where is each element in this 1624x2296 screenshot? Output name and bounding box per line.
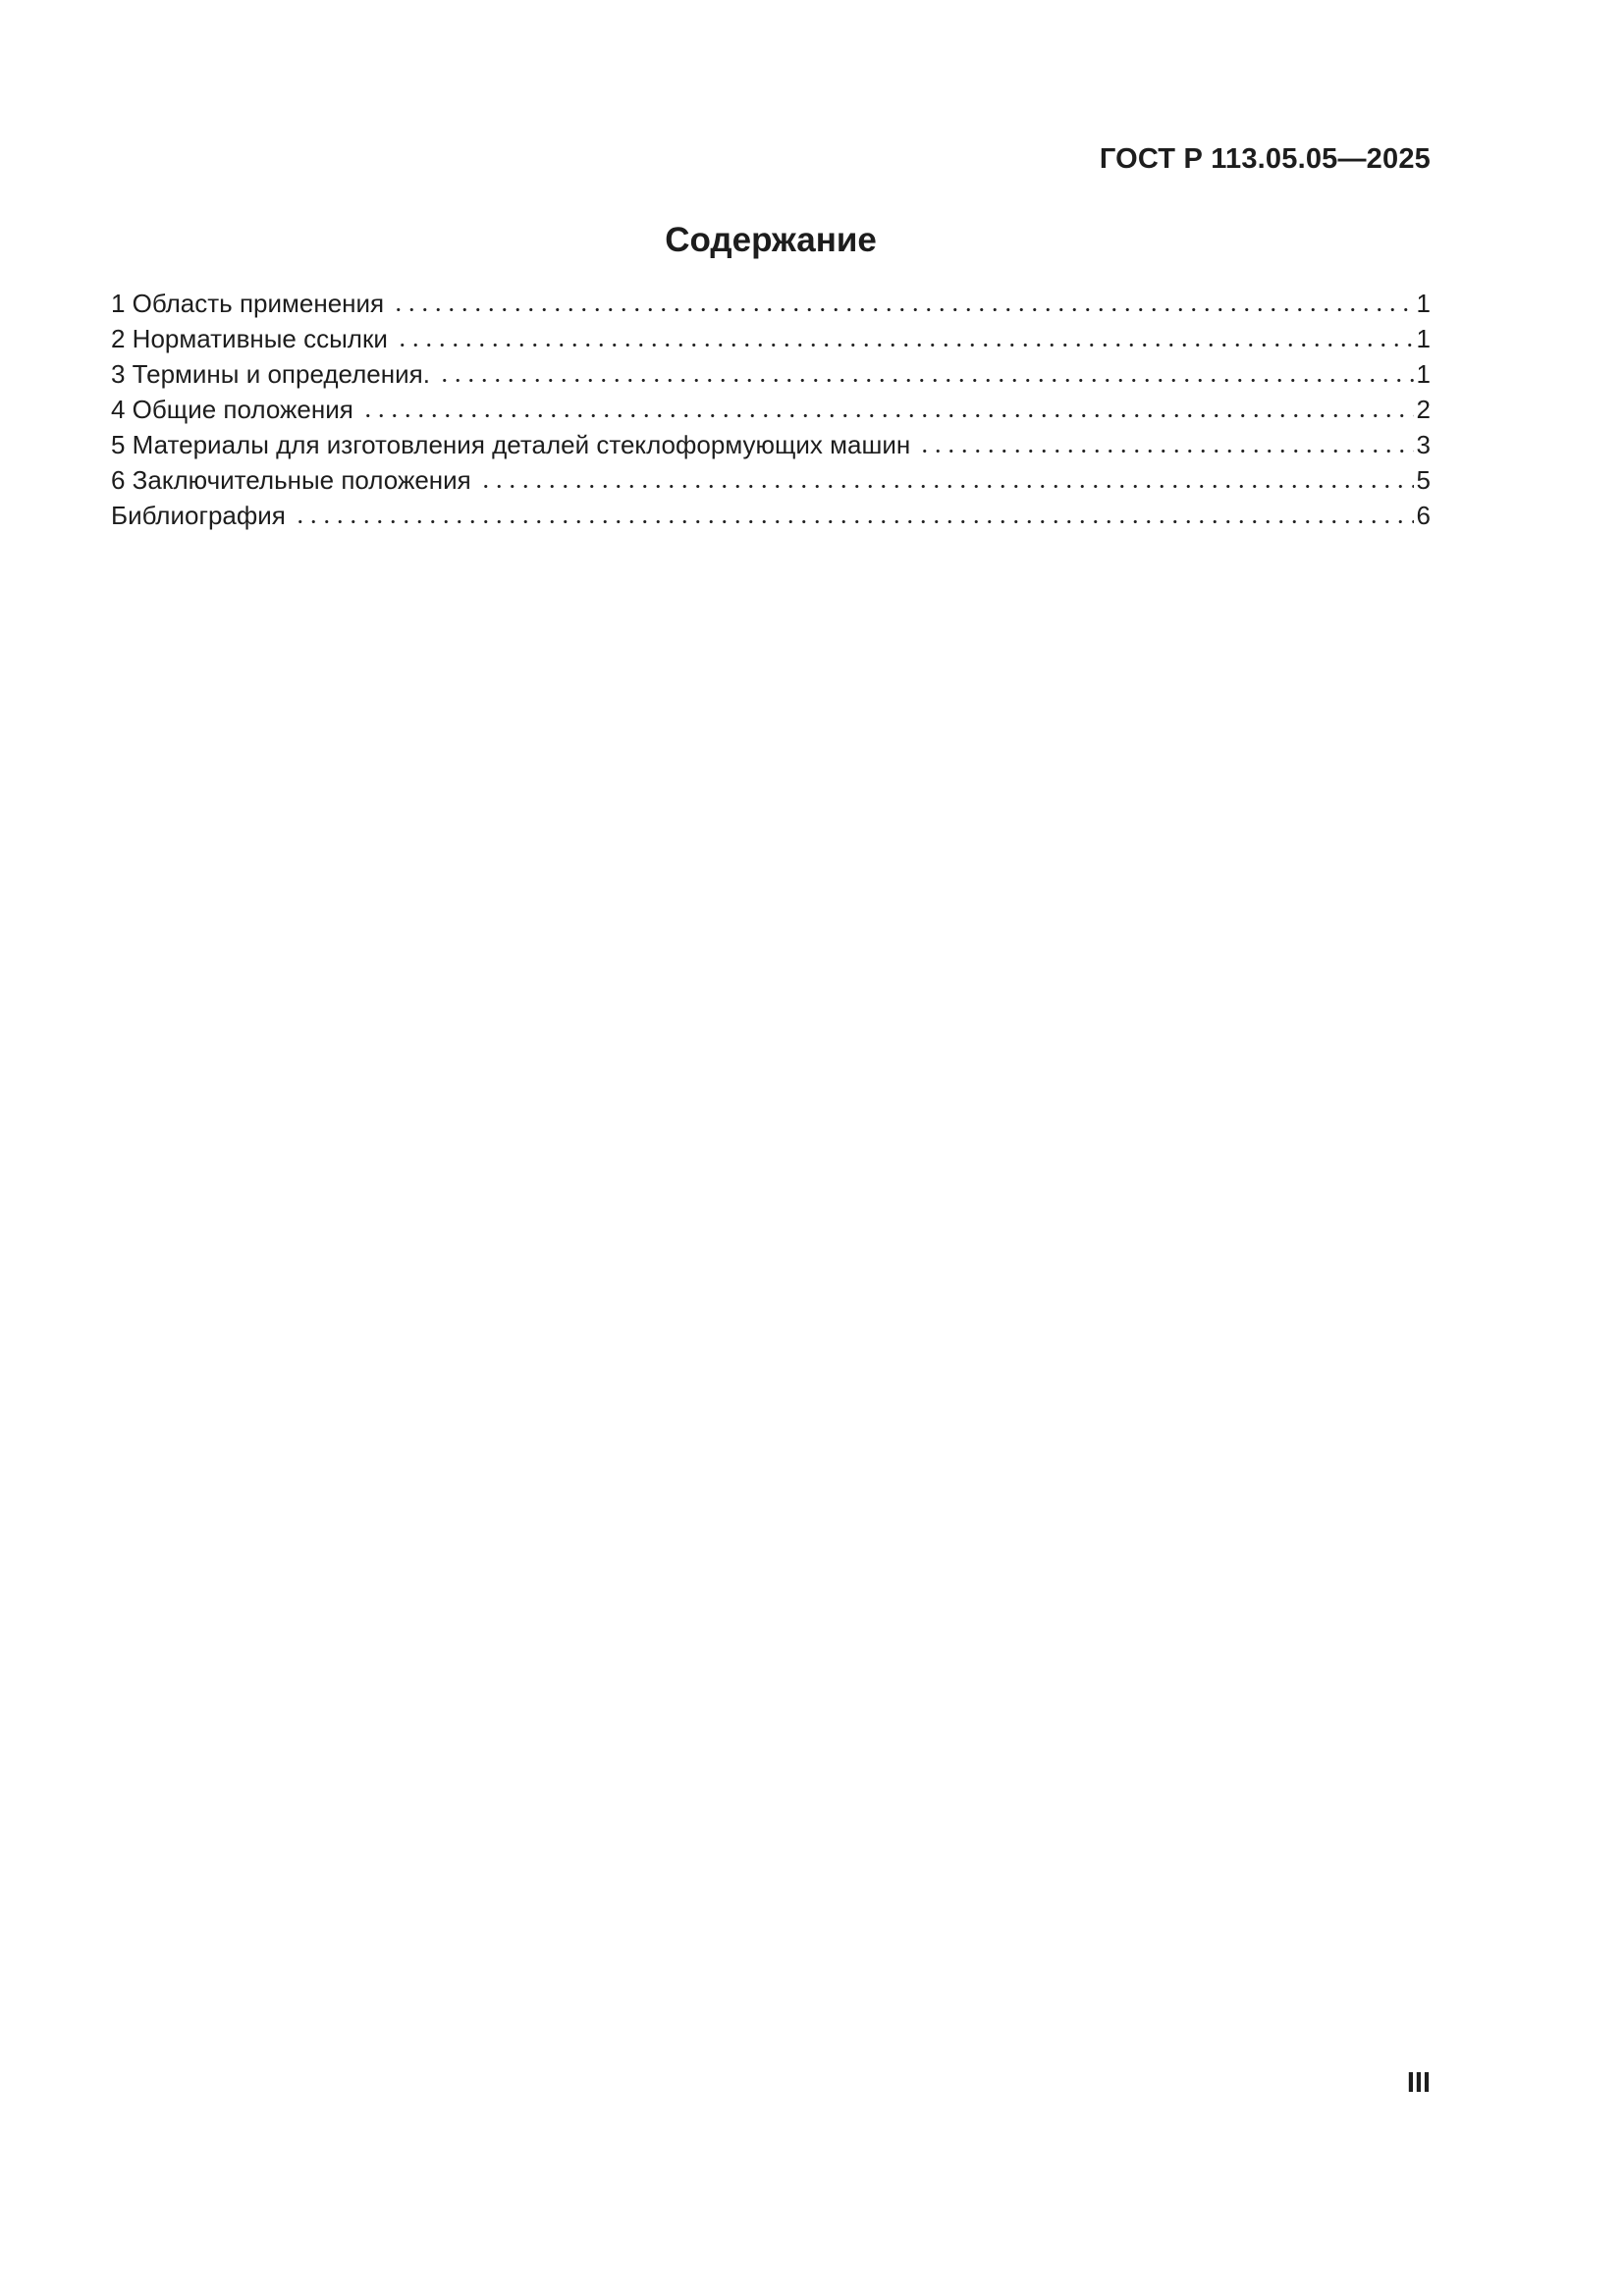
toc-entry-page: 2: [1416, 395, 1431, 424]
toc-entry: [111, 498, 1431, 533]
toc-entry-label: 2 Нормативные ссылки: [111, 324, 388, 353]
page-title: Содержание: [665, 221, 877, 259]
dot-leader: [479, 484, 1414, 489]
dot-leader: [438, 378, 1414, 383]
toc-entry: [111, 321, 1431, 356]
dot-leader: [392, 307, 1413, 312]
dot-leader: [396, 343, 1414, 347]
toc-entry-label: 1 Область применения: [111, 289, 385, 318]
document-code: ГОСТ Р 113.05.05—2025: [1099, 143, 1431, 175]
toc-entry-page: 3: [1416, 430, 1431, 459]
toc-entry: [111, 286, 1431, 321]
toc-entry: [111, 462, 1431, 498]
toc-entry: [111, 356, 1431, 392]
toc-entry: [111, 427, 1431, 462]
page-number: III: [1406, 2067, 1431, 2099]
table-of-contents: [111, 286, 1431, 533]
toc-entry: [111, 392, 1431, 427]
dot-leader: [918, 449, 1413, 454]
toc-entry-label: 6 Заключительные положения: [111, 465, 471, 495]
toc-entry-label: 4 Общие положения: [111, 395, 353, 424]
toc-entry-label: Библиография: [111, 501, 286, 530]
dot-leader: [361, 413, 1414, 418]
toc-entry-page: 1: [1416, 324, 1431, 353]
toc-entry-page: 1: [1416, 359, 1431, 389]
toc-entry-label: 3 Термины и определения.: [111, 359, 430, 389]
dot-leader: [294, 519, 1414, 524]
toc-entry-page: 6: [1416, 501, 1431, 530]
toc-entry-page: 5: [1416, 465, 1431, 495]
toc-entry-page: 1: [1416, 289, 1431, 318]
toc-entry-label: 5 Материалы для изготовления деталей стеклоформующих машин: [111, 430, 911, 459]
